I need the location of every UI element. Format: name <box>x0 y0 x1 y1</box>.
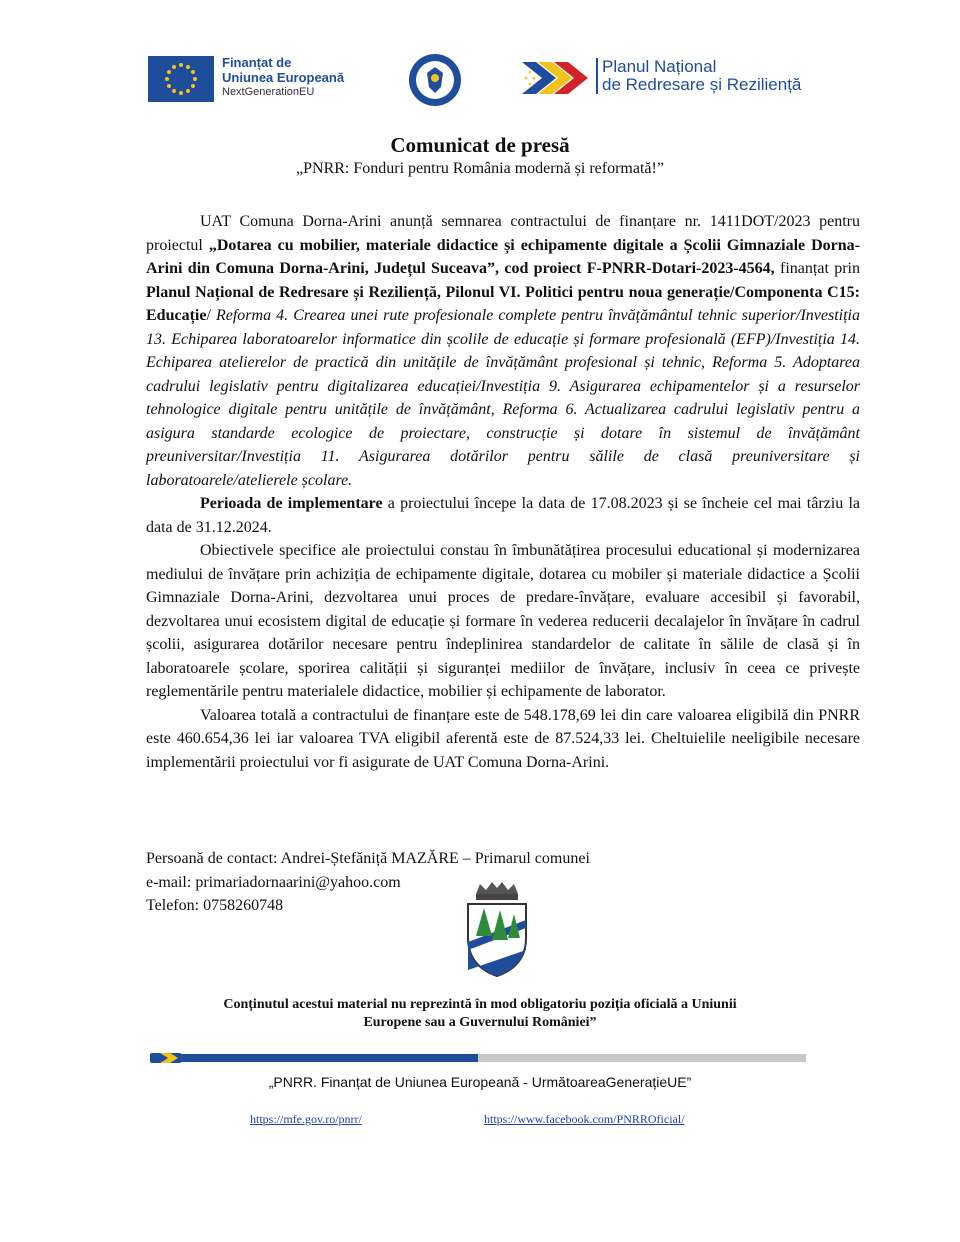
eu-logo-line1: Finanțat de <box>222 55 292 70</box>
eu-funding-logo-text <box>222 55 344 100</box>
p1-sep: / <box>206 307 216 324</box>
disclaimer-line2: Europene sau a Guvernului României” <box>363 1015 597 1030</box>
pnrr-logo-line1: Planul Național <box>602 57 717 76</box>
footer-slogan: „PNRR. Finanțat de Uniunea Europeană - UrmătoareaGenerațieUE” <box>268 1074 692 1090</box>
paragraph-value: Valoarea totală a contractului de finanțare este de 548.178,69 lei din care valoarea eligibilă din PNRR este 460.654,36 lei iar valoarea TVA eligibil aferentă este de 87.524,33 lei. Cheltuielile neeligibile necesare implementării proiectului vor fi asigurate de UAT Comuna Dorna-Arini. <box>146 706 860 771</box>
eu-logo-line2: Uniunea Europeană <box>222 70 345 85</box>
program-name: Planul Național de Redresare și Reziliență, Pilonul VI. Politici pentru noua generație/Componenta C15: Educație <box>146 283 860 324</box>
contact-person: Persoană de contact: Andrei-Ștefăniță MAZĂRE – Primarul comunei <box>146 850 590 867</box>
period-text: a proiectului începe la data de 17.08.2023 și se încheie cel mai târziu la data de 31.12.2024. <box>146 495 860 536</box>
paragraph-objectives: Obiectivele specifice ale proiectului constau în îmbunătățirea procesului educational și modernizarea mediului de învățare prin achiziția de echipamente digitale, dotarea cu mobiler și materiale didactice a Școlii Gimnaziale Dorna-Arini, dezvoltarea unui proces de predare-învățare, evaluare accesibil și favorabil, dezvoltarea unui ecosistem digital de educație și formare în vederea reducerii decalajelor în învățare în cadrul școlii, asigurarea dotărilor necesare pentru îndeplinirea standardelor de calitate în sălile de clasă și în laboratoarele școlare, sporirea calității și siguranței mediilor de învățare, inclusiv în ceea ce privește reglementările pentru materialele didactice, mobilier și echipamente de laborator. <box>146 542 860 700</box>
contact-email[interactable]: e-mail: primariadornaarini@yahoo.com <box>146 873 401 891</box>
reforms-list: Reforma 4. Crearea unei rute profesionale complete pentru învățământul tehnic superior/Investiția 13. Echiparea laboratoarelor informatice din școlile de educație și formare profesională (EFP)/Investiția 14. Echiparea atelierelor de practică din unitățile de învățământ profesional și tehnic, Reforma 5. Adoptarea cadrului legislativ pentru digitalizarea educației/Investiția 9. Asigurarea echipamentelor și a resurselor tehnologice digitale pentru unitățile de învățământ, Reforma 6. Actualizarea cadrului legislativ pentru a asigura standarde ecologice de proiectare, construcție și dotare în sistemul de învățământ preuniversitar/Investiția 11. Asigurarea dotărilor pentru sălile de clasă preuniversitare și laboratoarele/atelierele școlare. <box>146 307 860 489</box>
contact-phone: Telefon: 0758260748 <box>146 897 284 914</box>
coat-of-arms-icon <box>462 880 532 980</box>
project-name: „Dotarea cu mobilier, materiale didactice și echipamente digitale a Școlii Gimnaziale Dorna-Arini din Comuna Dorna-Arini, Județul Suceava”, cod proiect F-PNRR-Dotari-2023-4564, <box>146 236 860 277</box>
footer-color-bar <box>150 1051 806 1063</box>
pnrr-logo-text <box>596 58 801 94</box>
page-subtitle: „PNRR: Fonduri pentru România modernă și reformată!” <box>296 160 664 177</box>
government-seal-icon <box>408 53 462 107</box>
period-label: Perioada de implementare <box>200 495 383 512</box>
facebook-link[interactable]: https://www.facebook.com/PNRROficial/ <box>484 1112 685 1126</box>
eu-logo-line3: NextGenerationEU <box>222 86 315 98</box>
mfe-link[interactable]: https://mfe.gov.ro/pnrr/ <box>250 1112 362 1126</box>
pnrr-logo-line2: de Redresare și Reziliență <box>602 75 802 94</box>
press-release-body <box>146 210 860 774</box>
page-title: Comunicat de presă <box>390 133 570 157</box>
pnrr-arrow-icon <box>522 58 590 98</box>
eu-disclaimer <box>0 996 960 1032</box>
paragraph-period <box>146 492 860 539</box>
disclaimer-line1: Conținutul acestui material nu reprezintă în mod obligatoriu poziția oficială a Uniunii <box>223 997 737 1012</box>
p1-financed: finanțat prin <box>774 260 861 277</box>
paragraph-contract <box>146 210 860 492</box>
p1-intro: UAT Comuna Dorna-Arini anunță semnarea contractului de finanțare nr. 1411DOT/2023 pentru proiectul <box>146 213 860 254</box>
eu-flag-icon <box>148 56 214 102</box>
